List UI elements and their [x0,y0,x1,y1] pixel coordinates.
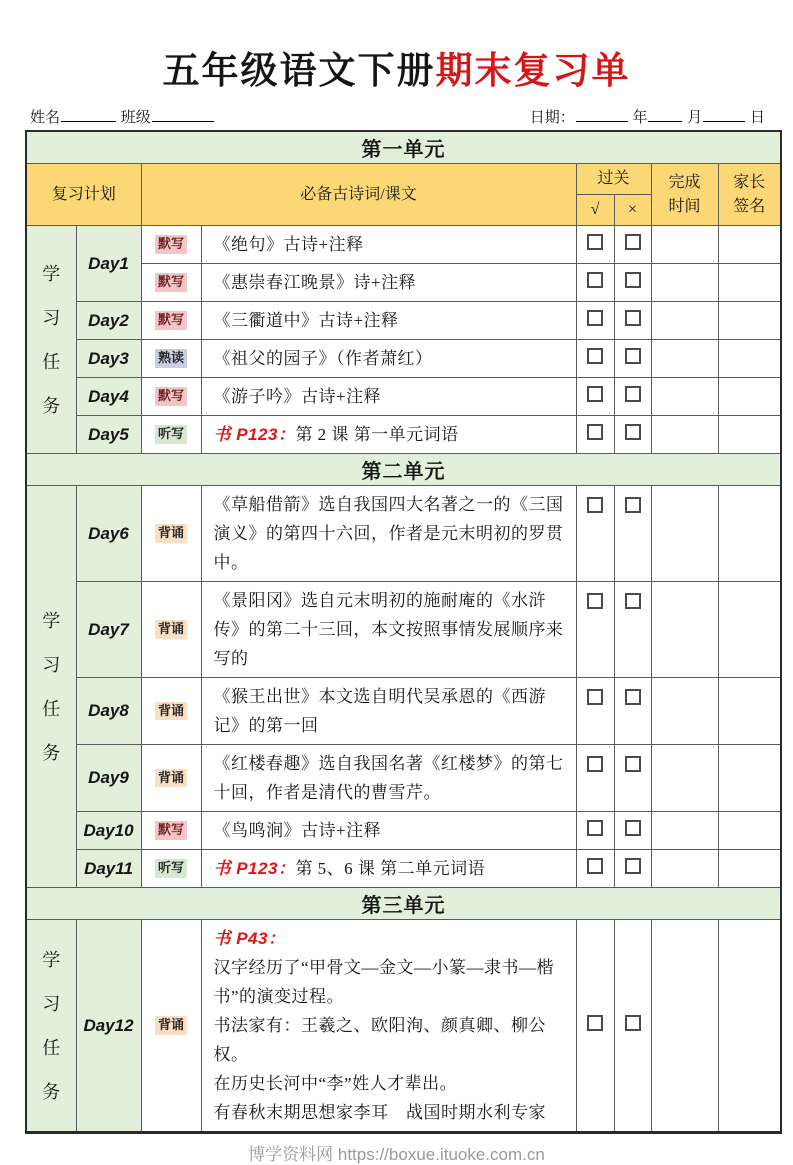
checkbox-cell-pass-yes [576,678,614,745]
checkbox[interactable] [625,858,641,874]
finish-time-cell[interactable] [651,812,718,850]
parent-sign-cell[interactable] [718,340,781,378]
day-label: Day2 [76,302,141,340]
checkbox-cell-pass-yes [576,745,614,812]
col-header-plan: 复习计划 [26,164,141,226]
checkbox-cell-pass-no [614,378,651,416]
task-tag: 默写 [155,273,187,292]
task-content-line [214,924,568,953]
task-text: 第 5、6 课 第二单元词语 [295,859,486,878]
task-content [201,920,576,1133]
day-label: Day4 [76,378,141,416]
task-tag: 默写 [155,235,187,254]
day-label: Day9 [76,745,141,812]
day-label: Day10 [76,812,141,850]
checkbox-cell-pass-no [614,226,651,264]
task-row [26,302,781,340]
task-tag-cell [141,264,201,302]
name-label: 姓名 [30,110,61,126]
side-label-text: 学 习 任 务 [42,263,61,416]
finish-time-cell[interactable] [651,416,718,454]
task-row [26,416,781,454]
task-text: 《祖父的园子》（作者萧红） [213,349,433,368]
checkbox[interactable] [587,234,603,250]
day-label: Day7 [76,582,141,678]
checkbox[interactable] [625,593,641,609]
finish-time-cell[interactable] [651,226,718,264]
col-header-pass: 过关 [576,164,651,195]
finish-time-cell[interactable] [651,745,718,812]
col-header-sign: 家长 签名 [718,164,781,226]
checkbox[interactable] [587,272,603,288]
task-text: 在历史长河中“李”姓人才辈出。 [213,1074,458,1093]
checkbox[interactable] [625,234,641,250]
checkbox-cell-pass-yes [576,302,614,340]
task-content [201,340,576,378]
task-content-line [214,420,568,449]
checkbox[interactable] [625,386,641,402]
task-tag-cell [141,745,201,812]
task-content-line [214,490,568,577]
task-text: 《景阳冈》选自元末明初的施耐庵的《水浒传》的第二十三回，本文按照事情发展顺序来写的 [213,591,564,668]
date-line [530,106,765,127]
finish-time-cell[interactable] [651,378,718,416]
task-tag-cell [141,416,201,454]
task-content [201,582,576,678]
checkbox-cell-pass-yes [576,812,614,850]
task-tag: 默写 [155,821,187,840]
parent-sign-cell[interactable] [718,378,781,416]
checkbox-cell-pass-no [614,264,651,302]
parent-sign-cell[interactable] [718,678,781,745]
task-content-line [214,268,568,297]
page-ref: 书 P123： [213,859,296,878]
task-tag: 背诵 [155,524,187,543]
finish-time-cell[interactable] [651,582,718,678]
task-content [201,226,576,264]
task-row [26,340,781,378]
checkbox-cell-pass-yes [576,920,614,1133]
task-tag-cell [141,850,201,888]
checkbox[interactable] [625,497,641,513]
task-tag-cell [141,812,201,850]
parent-sign-cell[interactable] [718,226,781,264]
day-label: Day1 [76,226,141,302]
task-text: 《惠崇春江晚景》诗+注释 [213,273,417,292]
checkbox-cell-pass-no [614,416,651,454]
task-row [26,920,781,1133]
col-header-pass-yes: √ [576,195,614,226]
task-text: 汉字经历了“甲骨文—金文—小篆—隶书—楷书”的演变过程。 [213,958,555,1006]
task-tag: 默写 [155,311,187,330]
checkbox[interactable] [587,756,603,772]
task-text: 《红楼春趣》选自我国名著《红楼梦》的第七十回，作者是清代的曹雪芹。 [213,754,564,802]
day-label: Day8 [76,678,141,745]
unit-title: 第二单元 [26,454,781,486]
month-label: 月 [687,110,703,126]
task-content [201,416,576,454]
finish-time-cell[interactable] [651,678,718,745]
task-tag: 背诵 [155,1016,187,1035]
parent-sign-cell[interactable] [718,850,781,888]
checkbox-cell-pass-yes [576,340,614,378]
day-label: Day12 [76,920,141,1133]
task-tag-cell [141,486,201,582]
task-content-line [214,1069,568,1098]
checkbox[interactable] [625,756,641,772]
task-text: 书法家有：王羲之、欧阳洵、颜真卿、柳公权。 [213,1016,546,1064]
task-row [26,226,781,264]
task-row [26,378,781,416]
checkbox[interactable] [625,272,641,288]
parent-sign-cell[interactable] [718,302,781,340]
task-content-line [214,586,568,673]
year-label: 年 [632,110,648,126]
task-content [201,378,576,416]
checkbox-cell-pass-no [614,920,651,1133]
parent-sign-cell[interactable] [718,582,781,678]
class-label: 班级 [120,110,151,126]
checkbox[interactable] [587,820,603,836]
task-tag-cell [141,340,201,378]
task-row [26,582,781,678]
unit-title: 第一单元 [26,131,781,164]
task-row [26,812,781,850]
checkbox-cell-pass-no [614,678,651,745]
side-label [26,486,76,888]
task-content-line [214,1011,568,1069]
finish-time-cell[interactable] [651,850,718,888]
meta-row [30,106,765,127]
parent-sign-cell[interactable] [718,812,781,850]
task-content [201,302,576,340]
finish-time-cell[interactable] [651,340,718,378]
day-label: Day11 [76,850,141,888]
task-content [201,486,576,582]
task-content-line [214,230,568,259]
task-content [201,812,576,850]
unit-header-row [26,131,781,164]
finish-time-cell[interactable] [651,920,718,1133]
checkbox-cell-pass-yes [576,416,614,454]
task-content-line [214,682,568,740]
task-text: 第 2 课 第一单元词语 [295,425,459,444]
checkbox[interactable] [587,310,603,326]
day-label: Day5 [76,416,141,454]
task-tag: 背诵 [155,620,187,639]
checkbox-cell-pass-no [614,812,651,850]
unit-header-row [26,454,781,486]
task-tag-cell [141,678,201,745]
task-tag: 背诵 [155,769,187,788]
task-content-line [214,344,568,373]
name-blank[interactable] [61,107,116,122]
checkbox-cell-pass-yes [576,850,614,888]
task-content [201,264,576,302]
task-content [201,678,576,745]
checkbox[interactable] [587,386,603,402]
checkbox-cell-pass-yes [576,486,614,582]
column-header-row [26,164,781,195]
name-class-line [30,106,215,127]
side-label-text: 学 习 任 务 [42,949,61,1102]
checkbox-cell-pass-yes [576,378,614,416]
task-row [26,678,781,745]
task-content-line [214,1098,568,1127]
task-text: 《鸟鸣涧》古诗+注释 [213,821,382,840]
checkbox[interactable] [587,424,603,440]
parent-sign-cell[interactable] [718,745,781,812]
task-content-line [214,306,568,335]
finish-time-cell[interactable] [651,264,718,302]
checkbox[interactable] [625,424,641,440]
checkbox[interactable] [587,348,603,364]
task-tag: 默写 [155,387,187,406]
task-text: 《猴王出世》本文选自明代吴承恩的《西游记》的第一回 [213,687,546,735]
day-label: Day3 [76,340,141,378]
task-content-line [214,749,568,807]
task-content-line [214,854,568,883]
finish-time-cell[interactable] [651,486,718,582]
task-tag: 背诵 [155,702,187,721]
task-text: 《绝句》古诗+注释 [213,235,364,254]
task-tag-cell [141,302,201,340]
parent-sign-cell[interactable] [718,920,781,1133]
task-tag: 听写 [155,425,187,444]
checkbox[interactable] [625,689,641,705]
task-text: 《游子吟》古诗+注释 [213,387,382,406]
checkbox[interactable] [587,689,603,705]
col-header-time: 完成 时间 [651,164,718,226]
col-header-pass-no: × [614,195,651,226]
task-tag-cell [141,920,201,1133]
parent-sign-cell[interactable] [718,486,781,582]
task-content-line [214,953,568,1011]
checkbox-cell-pass-yes [576,264,614,302]
date-day-blank[interactable] [703,107,745,122]
task-tag-cell [141,378,201,416]
checkbox[interactable] [625,1015,641,1031]
checkbox[interactable] [587,1015,603,1031]
page-ref: 书 P43： [213,929,286,948]
checkbox[interactable] [625,310,641,326]
footer-watermark: 博学资料网 https://boxue.ituoke.com.cn [248,1145,545,1164]
task-tag: 熟读 [155,349,187,368]
finish-time-cell[interactable] [651,302,718,340]
task-text: 《三衢道中》古诗+注释 [213,311,399,330]
task-text: 《草船借箭》选自我国四大名著之一的《三国演义》的第四十六回，作者是元末明初的罗贯中。 [213,495,564,572]
checkbox[interactable] [587,593,603,609]
task-row [26,850,781,888]
review-table [25,130,782,1134]
page-title [0,40,793,94]
page-title-black: 五年级语文下册 [162,50,436,91]
task-text: 有春秋末期思想家李耳 战国时期水利专家 [213,1103,546,1122]
task-row [26,486,781,582]
col-header-content: 必备古诗词/课文 [141,164,576,226]
day-label: Day6 [76,486,141,582]
task-content-line [214,816,568,845]
checkbox-cell-pass-no [614,340,651,378]
day-label: 日 [749,110,765,126]
task-content-line [214,382,568,411]
checkbox-cell-pass-no [614,850,651,888]
task-tag-cell [141,582,201,678]
task-content [201,745,576,812]
task-tag: 听写 [155,859,187,878]
checkbox[interactable] [625,820,641,836]
checkbox-cell-pass-no [614,486,651,582]
unit-header-row [26,888,781,920]
class-blank[interactable] [152,107,214,122]
side-label [26,226,76,454]
checkbox[interactable] [625,348,641,364]
date-month-blank[interactable] [648,107,682,122]
task-content [201,850,576,888]
worksheet-page [0,40,793,1165]
side-label [26,920,76,1133]
checkbox-cell-pass-no [614,745,651,812]
unit-title: 第三单元 [26,888,781,920]
checkbox-cell-pass-no [614,302,651,340]
page-title-red: 期末复习单 [435,50,631,91]
parent-sign-cell[interactable] [718,264,781,302]
checkbox-cell-pass-yes [576,226,614,264]
checkbox-cell-pass-no [614,582,651,678]
task-row [26,745,781,812]
checkbox[interactable] [587,858,603,874]
checkbox[interactable] [587,497,603,513]
date-year-blank[interactable] [576,107,628,122]
parent-sign-cell[interactable] [718,416,781,454]
checkbox-cell-pass-yes [576,582,614,678]
page-ref: 书 P123： [213,425,296,444]
side-label-text: 学 习 任 务 [42,610,61,763]
date-label: 日期： [529,110,575,126]
task-tag-cell [141,226,201,264]
